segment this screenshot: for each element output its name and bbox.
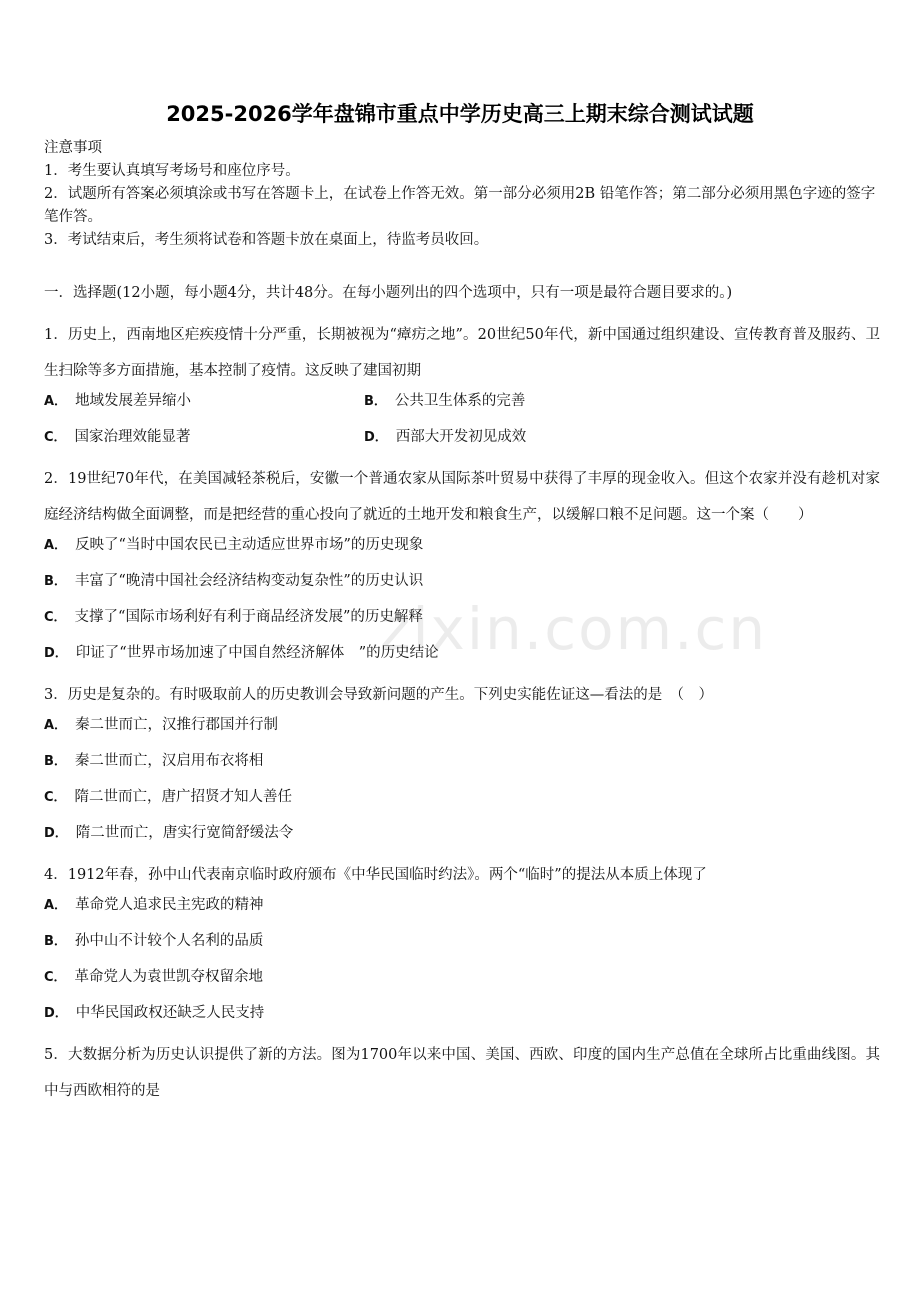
option-a[interactable] [44, 533, 880, 569]
option-text: 秦二世而亡，汉启用布衣将相 [74, 753, 264, 769]
page-title: 2025-2026学年盘锦市重点中学历史高三上期末综合测试试题 [166, 102, 754, 126]
notice-heading: 注意事项 [44, 140, 102, 156]
exam-content [44, 281, 880, 1109]
question-2-text: 2．19世纪70年代，在美国减轻茶税后，安徽一个普通农家从国际茶叶贸易中获得了丰厚的现金收入。但这个农家并没有趁机对家庭经济结构做全面调整，而是把经营的重心投向了就近的土地开发和粮食生产，以缓解口粮不足问题。这一个案（ ） [44, 471, 880, 523]
option-text: 西部大开发初见成效 [395, 429, 527, 445]
option-letter: C． [44, 790, 67, 805]
question-1-text: 1．历史上，西南地区疟疾疫情十分严重，长期被视为“瘴疠之地”。20世纪50年代，新中国通过组织建设、宣传教育普及服药、卫生扫除等多方面措施，基本控制了疫情。这反映了建国初期 [44, 327, 880, 379]
question-4-text: 4．1912年春，孙中山代表南京临时政府颁布《中华民国临时约法》。两个“临时”的提法从本质上体现了 [44, 867, 707, 883]
notice-item: 2．试题所有答案必须填涂或书写在答题卡上，在试卷上作答无效。第一部分必须用2B 铅笔作答；第二部分必须用黑色字迹的签字笔作答。 [44, 186, 876, 225]
option-letter: D． [44, 826, 68, 841]
notice-block [44, 137, 880, 252]
option-c[interactable] [44, 785, 880, 821]
option-a[interactable] [44, 713, 880, 749]
option-text: 地域发展差异缩小 [75, 393, 192, 409]
option-letter: A． [44, 718, 68, 733]
option-text: 隋二世而亡，唐广招贤才知人善任 [74, 789, 293, 805]
option-letter: B． [364, 394, 387, 409]
option-text: 公共卫生体系的完善 [394, 393, 526, 409]
option-letter: C． [44, 610, 67, 625]
option-d[interactable] [364, 425, 526, 450]
option-letter: D． [44, 646, 68, 661]
option-c[interactable] [44, 429, 191, 445]
option-letter: A． [44, 538, 68, 553]
question-1-options-row-2 [44, 425, 880, 461]
option-c[interactable] [44, 965, 880, 1001]
option-d[interactable] [44, 641, 880, 677]
option-d[interactable] [44, 821, 880, 857]
option-a[interactable] [44, 393, 191, 409]
option-text: 支撑了“国际市场利好有利于商品经济发展”的历史解释 [74, 609, 423, 625]
option-b[interactable] [44, 929, 880, 965]
option-text: 丰富了“晚清中国社会经济结构变动复杂性”的历史认识 [74, 573, 424, 589]
option-letter: D． [364, 430, 388, 445]
notice-item: 1．考生要认真填写考场号和座位序号。 [44, 163, 300, 179]
option-text: 隋二世而亡，唐实行宽简舒缓法令 [75, 825, 294, 841]
question-1-options-row-1 [44, 389, 880, 425]
option-letter: B． [44, 754, 67, 769]
option-b[interactable] [44, 749, 880, 785]
option-letter: A． [44, 394, 68, 409]
option-c[interactable] [44, 605, 880, 641]
option-text: 孙中山不计较个人名利的品质 [74, 933, 264, 949]
watermark: zixin.com.cn [380, 595, 768, 663]
option-text: 秦二世而亡，汉推行郡国并行制 [75, 717, 279, 733]
option-text: 反映了“当时中国农民已主动适应世界市场”的历史现象 [75, 537, 424, 553]
option-text: 革命党人为袁世凯夺权留余地 [74, 969, 264, 985]
question-5-text: 5．大数据分析为历史认识提供了新的方法。图为1700年以来中国、美国、西欧、印度的国内生产总值在全球所占比重曲线图。其中与西欧相符的是 [44, 1047, 880, 1099]
option-d[interactable] [44, 1001, 880, 1037]
section-heading: 一．选择题(12小题，每小题4分，共计48分。在每小题列出的四个选项中，只有一项是最符合题目要求的。) [44, 285, 733, 301]
option-b[interactable] [364, 389, 525, 414]
option-letter: A． [44, 898, 68, 913]
question-3-text: 3．历史是复杂的。有时吸取前人的历史教训会导致新问题的产生。下列史实能佐证这—看法的是 （ ） [44, 687, 713, 703]
option-letter: C． [44, 430, 67, 445]
option-letter: D． [44, 1006, 68, 1021]
option-a[interactable] [44, 893, 880, 929]
option-letter: C． [44, 970, 67, 985]
option-text: 印证了“世界市场加速了中国自然经济解体 ”的历史结论 [75, 645, 439, 661]
option-letter: B． [44, 934, 67, 949]
option-text: 国家治理效能显著 [74, 429, 191, 445]
notice-item: 3．考试结束后，考生须将试卷和答题卡放在桌面上，待监考员收回。 [44, 232, 489, 248]
option-letter: B． [44, 574, 67, 589]
option-text: 革命党人追求民主宪政的精神 [75, 897, 264, 913]
option-b[interactable] [44, 569, 880, 605]
option-text: 中华民国政权还缺乏人民支持 [75, 1005, 265, 1021]
